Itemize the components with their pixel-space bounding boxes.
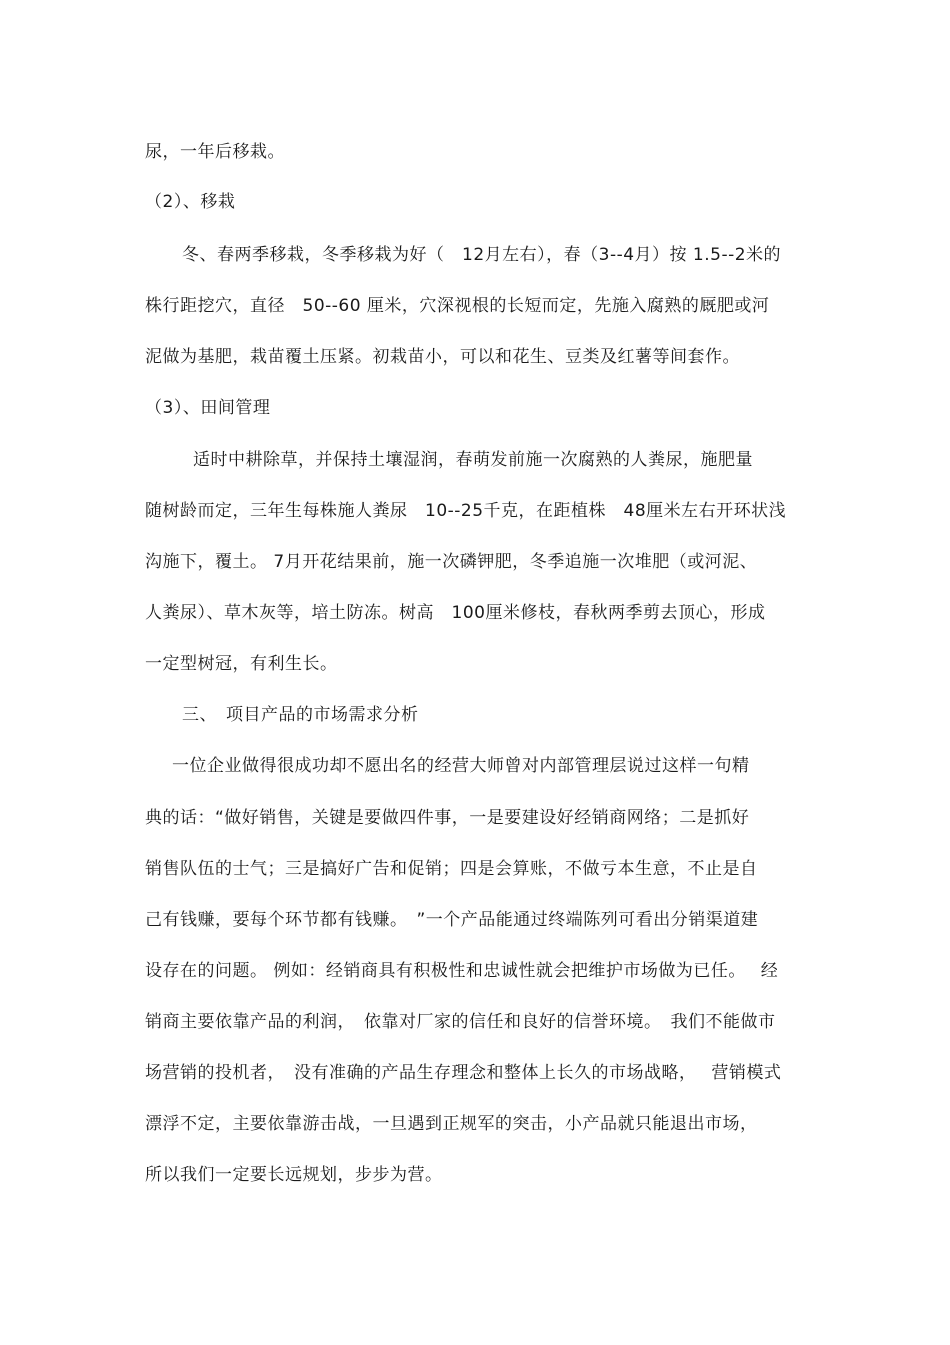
- text-line-11: 一定型树冠，有利生长。: [145, 654, 338, 674]
- text-line-18: 销商主要依靠产品的利润， 依靠对厂家的信任和良好的信誉环境。 我们不能做市: [145, 1012, 776, 1032]
- text-line-8: 随树龄而定，三年生每株施人粪尿 10--25千克，在距植株 48厘米左右开环状浅: [145, 501, 787, 521]
- text-line-3: 冬、春两季移栽，冬季移栽为好（ 12月左右），春（3--4月）按 1.5--2米的: [182, 245, 782, 265]
- text-line-21: 所以我们一定要长远规划，步步为营。: [145, 1165, 443, 1185]
- text-line-17: 设存在的问题。 例如：经销商具有积极性和忠诚性就会把维护市场做为已任。 经: [145, 961, 779, 981]
- text-line-7: 适时中耕除草，并保持土壤湿润，春萌发前施一次腐熟的人粪尿，施肥量: [193, 450, 753, 470]
- section-heading-market-analysis: 三、 项目产品的市场需求分析: [182, 705, 419, 725]
- text-line-14: 典的话：“做好销售，关键是要做四件事，一是要建设好经销商网络；二是抓好: [145, 808, 750, 828]
- text-line-13: 一位企业做得很成功却不愿出名的经营大师曾对内部管理层说过这样一句精: [172, 756, 750, 776]
- subheading-field-management: （3）、田间管理: [145, 398, 271, 418]
- text-line-1: 尿，一年后移栽。: [145, 142, 285, 162]
- text-line-19: 场营销的投机者， 没有准确的产品生存理念和整体上长久的市场战略， 营销模式: [145, 1063, 782, 1083]
- text-line-16: 己有钱赚，要每个环节都有钱赚。 ”一个产品能通过终端陈列可看出分销渠道建: [145, 910, 759, 930]
- text-line-4: 株行距挖穴，直径 50--60 厘米，穴深视根的长短而定，先施入腐熟的厩肥或河: [145, 296, 770, 316]
- subheading-transplant: （2）、移栽: [145, 192, 236, 212]
- text-line-10: 人粪尿）、草木灰等，培土防冻。树高 100厘米修枝，春秋两季剪去顶心，形成: [145, 603, 766, 623]
- text-line-9: 沟施下，覆土。 7月开花结果前，施一次磷钾肥，冬季追施一次堆肥（或河泥、: [145, 552, 758, 572]
- text-line-15: 销售队伍的士气；三是搞好广告和促销；四是会算账，不做亏本生意，不止是自: [145, 859, 758, 879]
- text-line-5: 泥做为基肥，栽苗覆土压紧。初栽苗小，可以和花生、豆类及红薯等间套作。: [145, 347, 740, 367]
- text-line-20: 漂浮不定，主要依靠游击战，一旦遇到正规军的突击，小产品就只能退出市场，: [145, 1114, 758, 1134]
